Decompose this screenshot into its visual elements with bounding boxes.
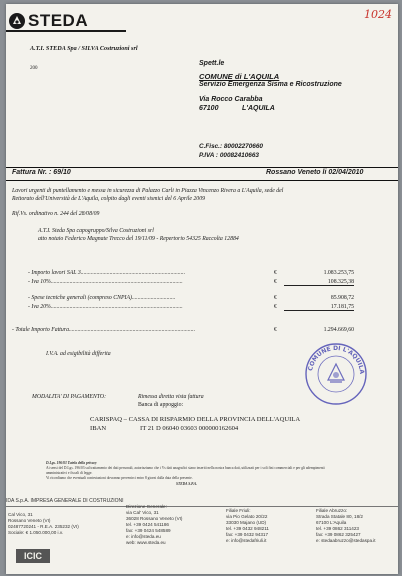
euro-sign: € (274, 279, 277, 285)
footer-company: IDA S.p.A. IMPRESA GENERALE DI COSTRUZIONI (6, 498, 124, 504)
footer-col-headquarters: Direzione Generale: via Cal' Vico, 31 36028 Rossano Veneto (VI) tel. +39 0424 541186 fax: +39 0424 548589 e: info@steda.eu web: www.steda.eu (126, 504, 183, 545)
payment-heading: MODALITA' DI PAGAMENTO: (32, 394, 107, 400)
privacy-signature: STEDA S.P.A. (176, 482, 198, 486)
privacy-text-3: Vi ricordiamo che eventuali contestazioni dovranno pervenirci entro 8 giorni dalla data della presente. (46, 476, 193, 480)
iban-label: IBAN (90, 425, 107, 432)
brand-name: STEDA (28, 11, 89, 30)
privacy-title: D.Lgs. 196/03 Tutela della privacy (46, 461, 97, 465)
amount-value: 17.181,75 (284, 304, 354, 311)
handwritten-note: 1024 (364, 8, 392, 21)
iban-value: IT 21 D 06040 03603 000000162604 (140, 425, 239, 432)
recipient-cap: 67100 (199, 105, 219, 112)
bank-name: CARISPAQ – CASSA DI RISPARMIO DELLA PROVINCIA DELL'AQUILA (90, 416, 301, 423)
amount-label: - Spese tecniche generali (compreso CNPIA).............................. (28, 295, 176, 301)
order-reference: Rif.Vs. ordinativo n. 244 del 28/08/09 (12, 211, 100, 217)
privacy-text-2: amministrativi e fiscali di legge. (46, 471, 93, 475)
municipal-stamp-icon (304, 342, 368, 406)
payment-line-2: Banca di appoggio: (138, 402, 184, 408)
recipient-piva: P.IVA : 00082410663 (199, 152, 259, 159)
contractor-line-2: atto notaio Federico Magnate Trecco del 19/11/09 - Repertorio 54325 Raccolta 12884 (38, 236, 239, 242)
total-value: 1.294.669,60 (323, 327, 354, 333)
amount-value: 85.908,72 (330, 295, 354, 301)
total-label: - Totale Importo Fattura....................................................................................... (12, 327, 196, 333)
svg-text:COMUNE DI L'AQUILA (307, 345, 365, 375)
stamp-text: COMUNE DI L'AQUILA (307, 344, 366, 375)
footer-col-friuli: Filiale Friuli: via Pio Gelato 20/22 33030 Majano (UD) tel. +39 0432 948211 fax: +39 0432 94317 e: info@stedafriuli.it (226, 508, 269, 543)
euro-sign: € (274, 304, 277, 310)
recipient-cfisc: C.Fisc.: 80002270660 (199, 143, 263, 150)
euro-sign: € (274, 327, 277, 333)
company-line: A.T.I. STEDA Spa / SILVA Costruzioni srl (30, 45, 138, 52)
invoice-page (6, 4, 398, 574)
amount-label: - Iva 20%........................................................................................... (28, 304, 183, 310)
amount-value: 1.083.253,75 (323, 270, 354, 276)
euro-sign: € (274, 270, 277, 276)
footer-col-legal: Cal Vico, 31 Rossano Veneto (VI) 02487720241 - R.E.A. 235232 (VI) Sociale: € 1.050.000,00 i.v. (8, 512, 79, 535)
euro-sign: € (274, 295, 277, 301)
amount-value: 108.325,38 (284, 279, 354, 286)
brand-underline (6, 30, 126, 32)
spett-label: Spett.le (199, 60, 225, 67)
recipient-city: L'AQUILA (242, 105, 275, 112)
work-description-1: Lavori urgenti di puntellamento e messa in sicurezza di Palazzo Carli in Piazza Vincenzo Rivera a L'Aquila, sede del (12, 188, 284, 194)
amount-label: - Iva 10%........................................................................................... (28, 279, 183, 285)
recipient-service: Servizio Emergenza Sisma e Ricostruzione (199, 81, 342, 88)
payment-line-1: Rimessa diretta vista fattura (138, 394, 204, 400)
invoice-place-date: Rossano Veneto li 02/04/2010 (266, 169, 364, 176)
contractor-line-1: A.T.I. Steda Spa capogruppo/Silva Costruzioni srl (38, 228, 154, 234)
privacy-text-1: Ai sensi del D.Lgs. 196/03 sul trattamento dei dati personali, autorizziamo che i Vs dati anagrafici siano inseriti nella nostra banca dati, utilizzati per i soli fini commerciali e per gli adempimenti (46, 466, 325, 470)
iva-note: I.V.A. ad esigibilità differita (46, 351, 111, 357)
document-code: 200 (30, 66, 38, 71)
work-description-2: Rettorato dell'Università de L'Aquila, colpito dagli eventi sismici del 6 Aprile 2009 (12, 196, 206, 202)
footer-col-abruzzo: Filiale Abruzzo: Strada Statale 80, 18/2 67100 L'Aquila tel. +39 0862 311423 fax: +39 0862 325427 e: stedaabruzzo@stedaspa.it (316, 508, 376, 543)
recipient-comune: COMUNE di L'AQUILA (199, 72, 280, 81)
amount-label: - Importo lavori SAL 3........................................................................ (28, 270, 186, 276)
icic-logo: ICIC (16, 549, 50, 563)
recipient-street: Via Rocco Carabba (199, 96, 263, 103)
steda-logo-icon (8, 12, 26, 30)
invoice-number: Fattura Nr. : 69/10 (12, 169, 71, 176)
